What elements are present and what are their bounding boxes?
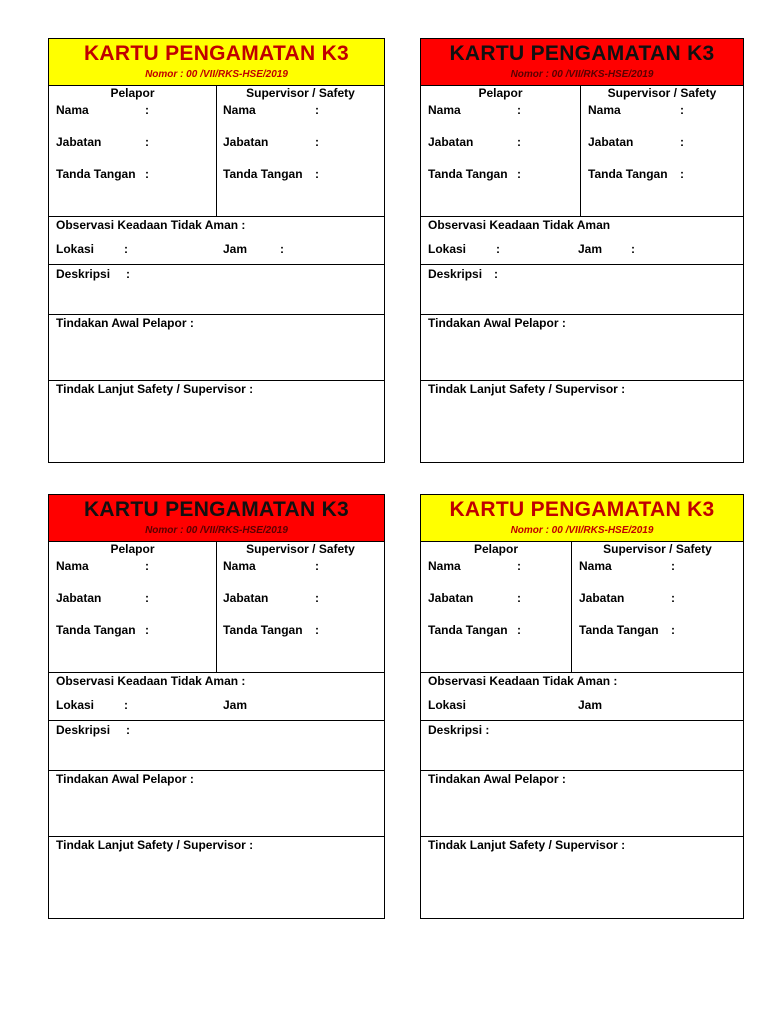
supervisor-tanda-tangan-label: Tanda Tangan xyxy=(579,623,659,637)
observasi-label: Observasi Keadaan Tidak Aman : xyxy=(56,218,246,232)
colon: : xyxy=(315,591,319,605)
colon: : xyxy=(315,103,319,117)
colon: : xyxy=(517,591,521,605)
jam-label: Jam xyxy=(223,698,248,712)
jam-label: Jam xyxy=(578,698,603,712)
card-title: KARTU PENGAMATAN K3 xyxy=(449,42,715,65)
colon: : xyxy=(517,103,521,117)
deskripsi-label: Deskripsi xyxy=(428,267,483,281)
supervisor-jabatan-label: Jabatan xyxy=(223,591,269,605)
colon: : xyxy=(124,242,128,256)
colon: : xyxy=(671,559,675,573)
deskripsi-label: Deskripsi xyxy=(56,267,111,281)
pelapor-nama-label: Nama xyxy=(56,559,89,573)
divider xyxy=(49,314,384,315)
colon: : xyxy=(124,698,128,712)
card-title: KARTU PENGAMATAN K3 xyxy=(83,42,350,65)
card-header xyxy=(49,495,384,542)
divider xyxy=(49,264,384,265)
colon: : xyxy=(631,242,635,256)
divider xyxy=(49,672,384,673)
deskripsi-label: Deskripsi xyxy=(56,723,111,737)
colon: : xyxy=(126,267,130,281)
card-number: Nomor : 00 /VII/RKS-HSE/2019 xyxy=(145,525,288,536)
observation-card-2 xyxy=(420,38,744,463)
colon: : xyxy=(126,723,130,737)
colon: : xyxy=(315,135,319,149)
tindakan-awal-label: Tindakan Awal Pelapor : xyxy=(428,316,566,330)
pelapor-nama-label: Nama xyxy=(428,103,461,117)
colon: : xyxy=(494,267,498,281)
pelapor-jabatan-label: Jabatan xyxy=(56,135,102,149)
column-divider xyxy=(216,542,217,672)
supervisor-heading: Supervisor / Safety xyxy=(603,542,712,556)
colon: : xyxy=(671,623,675,637)
colon: : xyxy=(517,135,521,149)
colon: : xyxy=(680,167,684,181)
card-header xyxy=(421,495,743,542)
pelapor-heading: Pelapor xyxy=(110,86,155,100)
divider xyxy=(49,216,384,217)
card-number: Nomor : 00 /VII/RKS-HSE/2019 xyxy=(510,69,654,80)
divider xyxy=(421,836,743,837)
pelapor-heading: Pelapor xyxy=(478,86,523,100)
observation-card-4 xyxy=(420,494,744,919)
supervisor-tanda-tangan-label: Tanda Tangan xyxy=(223,623,303,637)
colon: : xyxy=(145,591,149,605)
colon: : xyxy=(517,167,521,181)
card-number: Nomor : 00 /VII/RKS-HSE/2019 xyxy=(510,525,654,536)
colon: : xyxy=(496,242,500,256)
pelapor-nama-label: Nama xyxy=(56,103,89,117)
pelapor-heading: Pelapor xyxy=(473,542,518,556)
pelapor-nama-label: Nama xyxy=(428,559,461,573)
colon: : xyxy=(280,242,284,256)
colon: : xyxy=(315,167,319,181)
colon: : xyxy=(680,135,684,149)
tindakan-awal-label: Tindakan Awal Pelapor : xyxy=(428,772,566,786)
observation-card-1 xyxy=(48,38,385,463)
observasi-label: Observasi Keadaan Tidak Aman : xyxy=(428,674,618,688)
supervisor-tanda-tangan-label: Tanda Tangan xyxy=(223,167,303,181)
tindak-lanjut-label: Tindak Lanjut Safety / Supervisor : xyxy=(56,382,254,396)
divider xyxy=(421,720,743,721)
pelapor-heading: Pelapor xyxy=(110,542,155,556)
supervisor-nama-label: Nama xyxy=(579,559,612,573)
supervisor-nama-label: Nama xyxy=(223,559,256,573)
divider xyxy=(421,216,743,217)
supervisor-heading: Supervisor / Safety xyxy=(607,86,717,100)
supervisor-heading: Supervisor / Safety xyxy=(246,86,355,100)
pelapor-tanda-tangan-label: Tanda Tangan xyxy=(428,623,508,637)
lokasi-label: Lokasi xyxy=(56,242,95,256)
jam-label: Jam xyxy=(223,242,248,256)
colon: : xyxy=(671,591,675,605)
supervisor-jabatan-label: Jabatan xyxy=(588,135,634,149)
supervisor-jabatan-label: Jabatan xyxy=(223,135,269,149)
pelapor-jabatan-label: Jabatan xyxy=(428,591,474,605)
observation-card-3 xyxy=(48,494,385,919)
card-header xyxy=(49,39,384,86)
supervisor-jabatan-label: Jabatan xyxy=(579,591,625,605)
divider xyxy=(421,770,743,771)
observasi-label: Observasi Keadaan Tidak Aman : xyxy=(56,674,246,688)
column-divider xyxy=(216,86,217,216)
card-header xyxy=(421,39,743,86)
colon: : xyxy=(145,559,149,573)
pelapor-tanda-tangan-label: Tanda Tangan xyxy=(56,623,136,637)
column-divider xyxy=(571,542,572,672)
card-number: Nomor : 00 /VII/RKS-HSE/2019 xyxy=(145,69,288,80)
colon: : xyxy=(145,135,149,149)
divider xyxy=(421,314,743,315)
pelapor-jabatan-label: Jabatan xyxy=(428,135,474,149)
column-divider xyxy=(580,86,581,216)
tindak-lanjut-label: Tindak Lanjut Safety / Supervisor : xyxy=(428,382,626,396)
colon: : xyxy=(680,103,684,117)
tindakan-awal-label: Tindakan Awal Pelapor : xyxy=(56,316,194,330)
divider xyxy=(49,720,384,721)
supervisor-nama-label: Nama xyxy=(588,103,621,117)
divider xyxy=(49,770,384,771)
card-title: KARTU PENGAMATAN K3 xyxy=(449,498,715,521)
divider xyxy=(421,264,743,265)
deskripsi-label: Deskripsi : xyxy=(428,723,490,737)
divider xyxy=(49,380,384,381)
tindakan-awal-label: Tindakan Awal Pelapor : xyxy=(56,772,194,786)
observasi-label: Observasi Keadaan Tidak Aman xyxy=(428,218,611,232)
tindak-lanjut-label: Tindak Lanjut Safety / Supervisor : xyxy=(428,838,626,852)
pelapor-tanda-tangan-label: Tanda Tangan xyxy=(56,167,136,181)
colon: : xyxy=(145,623,149,637)
supervisor-heading: Supervisor / Safety xyxy=(246,542,355,556)
lokasi-label: Lokasi xyxy=(56,698,95,712)
jam-label: Jam xyxy=(578,242,603,256)
colon: : xyxy=(517,623,521,637)
supervisor-tanda-tangan-label: Tanda Tangan xyxy=(588,167,668,181)
lokasi-label: Lokasi xyxy=(428,242,467,256)
tindak-lanjut-label: Tindak Lanjut Safety / Supervisor : xyxy=(56,838,254,852)
colon: : xyxy=(145,167,149,181)
colon: : xyxy=(315,623,319,637)
card-title: KARTU PENGAMATAN K3 xyxy=(83,498,350,521)
colon: : xyxy=(145,103,149,117)
pelapor-tanda-tangan-label: Tanda Tangan xyxy=(428,167,508,181)
supervisor-nama-label: Nama xyxy=(223,103,256,117)
divider xyxy=(421,672,743,673)
lokasi-label: Lokasi xyxy=(428,698,467,712)
colon: : xyxy=(517,559,521,573)
pelapor-jabatan-label: Jabatan xyxy=(56,591,102,605)
divider xyxy=(421,380,743,381)
colon: : xyxy=(315,559,319,573)
divider xyxy=(49,836,384,837)
